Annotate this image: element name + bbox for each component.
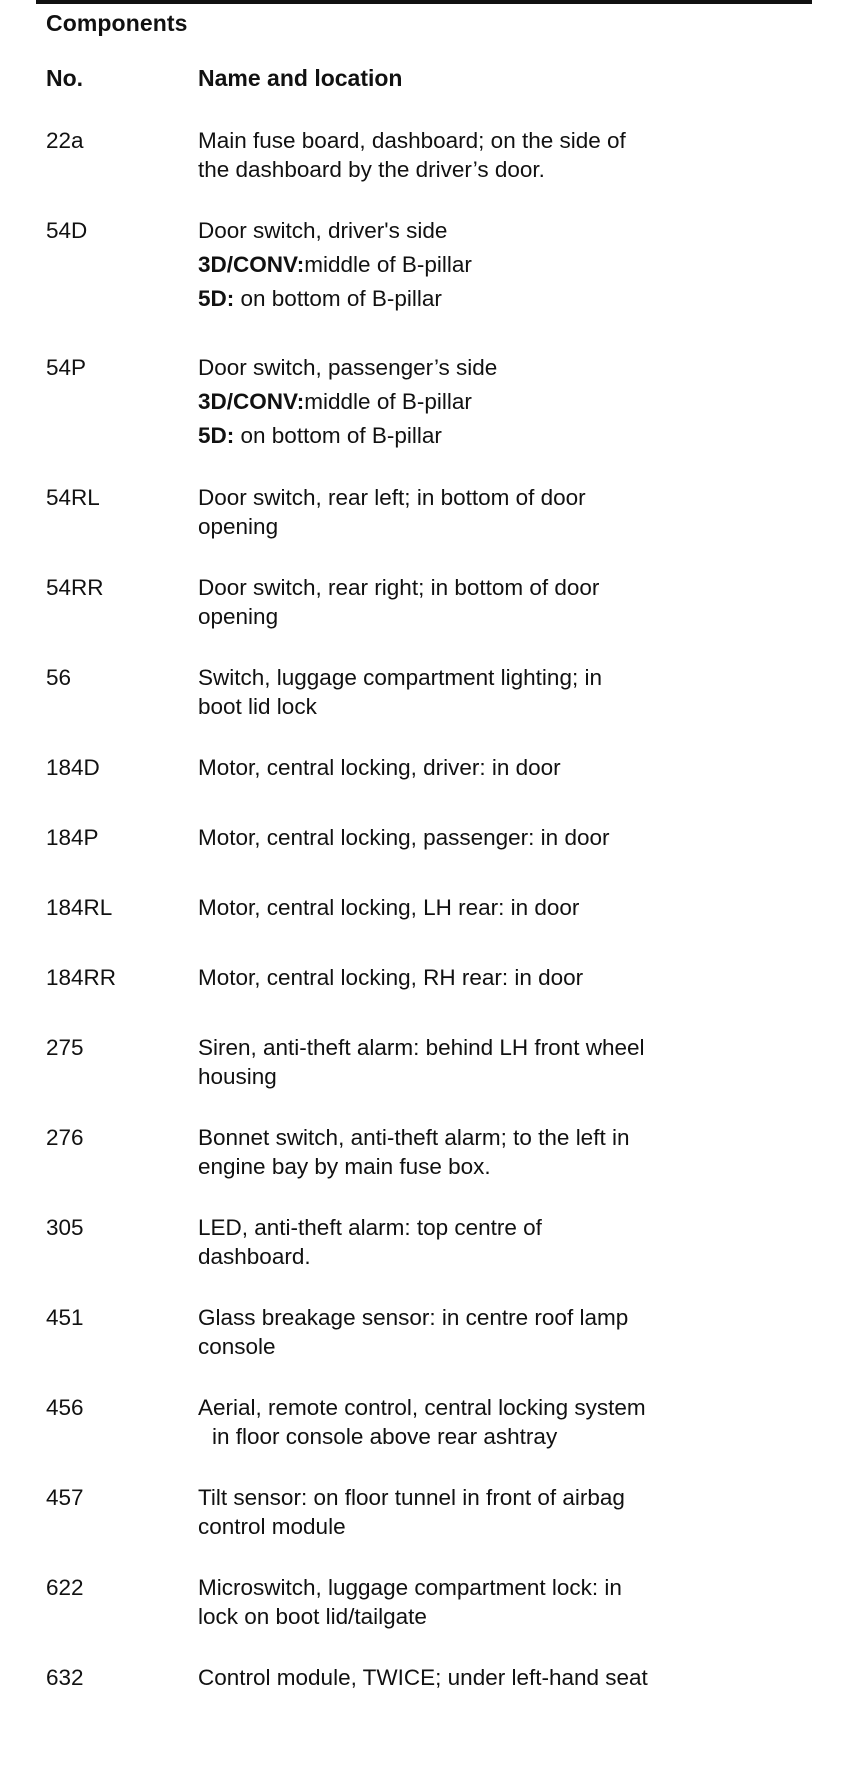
description-line: Bonnet switch, anti-theft alarm; to the left in	[198, 1125, 630, 1150]
description-line: control module	[198, 1514, 346, 1539]
variant-label: 5D:	[198, 286, 235, 311]
variant-text: middle of B-pillar	[304, 389, 472, 414]
description-line: Motor, central locking, LH rear: in door	[198, 895, 580, 920]
description-line: opening	[198, 604, 279, 629]
component-no: 632	[46, 1665, 84, 1690]
component-description	[198, 1573, 758, 1631]
description-line: dashboard.	[198, 1244, 311, 1269]
variant-line	[198, 387, 758, 416]
component-no: 457	[46, 1485, 84, 1510]
component-no: 22a	[46, 128, 84, 153]
variant-text: middle of B-pillar	[304, 252, 472, 277]
component-description	[198, 1213, 758, 1271]
description-line: Motor, central locking, passenger: in door	[198, 825, 610, 850]
variant-label: 5D:	[198, 423, 235, 448]
component-no: 456	[46, 1395, 84, 1420]
component-no: 276	[46, 1125, 84, 1150]
component-no: 54RL	[46, 485, 100, 510]
component-description	[198, 483, 758, 541]
description-line: Main fuse board, dashboard; on the side of	[198, 128, 626, 153]
component-no: 54D	[46, 218, 88, 243]
component-description	[198, 1483, 758, 1541]
description-line: Aerial, remote control, central locking system	[198, 1395, 646, 1420]
component-no: 184RR	[46, 965, 117, 990]
component-no: 622	[46, 1575, 84, 1600]
description-line: Door switch, driver's side	[198, 218, 448, 243]
component-description	[198, 823, 758, 852]
description-line: engine bay by main fuse box.	[198, 1154, 491, 1179]
variant-line	[198, 284, 758, 313]
component-no: 305	[46, 1215, 84, 1240]
component-description	[198, 353, 758, 450]
description-line: Switch, luggage compartment lighting; in	[198, 665, 602, 690]
component-description	[198, 1123, 758, 1181]
description-line: Door switch, rear right; in bottom of door	[198, 575, 600, 600]
variant-label: 3D/CONV:	[198, 252, 305, 277]
component-no: 54P	[46, 355, 87, 380]
variant-label: 3D/CONV:	[198, 389, 305, 414]
component-description	[198, 1303, 758, 1361]
description-line: opening	[198, 514, 279, 539]
description-line: boot lid lock	[198, 694, 317, 719]
component-no: 56	[46, 665, 72, 690]
component-no: 184D	[46, 755, 100, 780]
column-header-name: Name and location	[198, 65, 403, 91]
description-line: LED, anti-theft alarm: top centre of	[198, 1215, 542, 1240]
component-no: 451	[46, 1305, 84, 1330]
description-line: Door switch, passenger’s side	[198, 355, 498, 380]
component-description	[198, 1393, 758, 1451]
description-line: in floor console above rear ashtray	[212, 1424, 558, 1449]
component-no: 54RR	[46, 575, 104, 600]
component-description	[198, 1663, 758, 1692]
component-description	[198, 663, 758, 721]
component-description	[198, 963, 758, 992]
description-line: the dashboard by the driver’s door.	[198, 157, 545, 182]
description-line: Motor, central locking, driver: in door	[198, 755, 561, 780]
top-rule	[36, 0, 812, 4]
description-line: lock on boot lid/tailgate	[198, 1604, 427, 1629]
description-line: Microswitch, luggage compartment lock: in	[198, 1575, 622, 1600]
component-no: 184P	[46, 825, 99, 850]
description-line: Door switch, rear left; in bottom of door	[198, 485, 586, 510]
component-description	[198, 753, 758, 782]
component-no: 184RL	[46, 895, 113, 920]
description-line: Siren, anti-theft alarm: behind LH front wheel	[198, 1035, 645, 1060]
component-description	[198, 126, 758, 184]
variant-line	[198, 250, 758, 279]
component-description	[198, 573, 758, 631]
column-header-no: No.	[46, 65, 84, 91]
component-description	[198, 893, 758, 922]
description-line: Control module, TWICE; under left-hand seat	[198, 1665, 648, 1690]
variant-text: on bottom of B-pillar	[234, 286, 442, 311]
variant-line	[198, 421, 758, 450]
description-line: housing	[198, 1064, 277, 1089]
description-line: Glass breakage sensor: in centre roof lamp	[198, 1305, 629, 1330]
page-title: Components	[46, 10, 188, 36]
description-line: console	[198, 1334, 276, 1359]
component-description	[198, 216, 758, 313]
description-line: Tilt sensor: on floor tunnel in front of airbag	[198, 1485, 625, 1510]
component-no: 275	[46, 1035, 84, 1060]
description-line: Motor, central locking, RH rear: in door	[198, 965, 584, 990]
variant-text: on bottom of B-pillar	[234, 423, 442, 448]
component-description	[198, 1033, 758, 1091]
